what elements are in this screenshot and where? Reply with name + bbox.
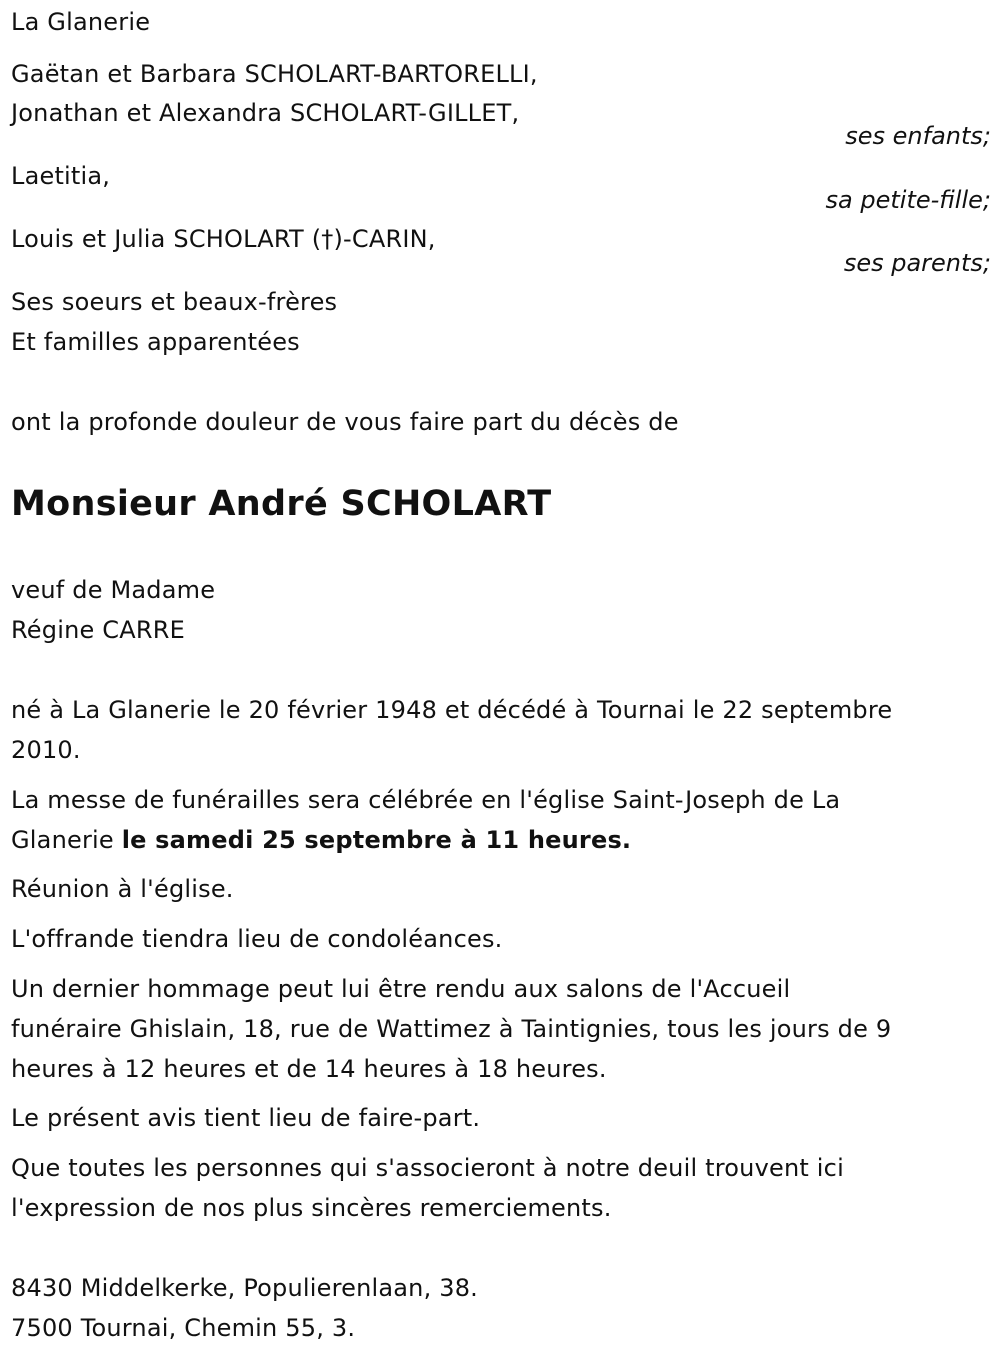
widow-of: Régine CARRE <box>11 616 185 644</box>
thanks-text: Que toutes les personnes qui s'associeront à notre deuil trouvent ici <box>11 1154 844 1182</box>
other-relatives: Et familles apparentées <box>11 328 300 356</box>
family-relation: sa petite-fille; <box>825 186 991 214</box>
place-heading: La Glanerie <box>11 8 151 36</box>
birth-death-text: 2010. <box>11 736 81 764</box>
birth-death-text: né à La Glanerie le 20 février 1948 et décédé à Tournai le 22 septembre <box>11 696 893 724</box>
offering-text: L'offrande tiendra lieu de condoléances. <box>11 925 503 953</box>
other-relatives: Ses soeurs et beaux-frères <box>11 288 338 316</box>
family-name: Laetitia, <box>11 162 111 190</box>
notice-text: Le présent avis tient lieu de faire-part. <box>11 1104 481 1132</box>
homage-text: funéraire Ghislain, 18, rue de Wattimez à Taintignies, tous les jours de 9 <box>11 1015 892 1043</box>
deceased-name: Monsieur André SCHOLART <box>11 484 552 524</box>
homage-text: Un dernier hommage peut lui être rendu aux salons de l'Accueil <box>11 975 791 1003</box>
family-name: Jonathan et Alexandra SCHOLART-GILLET, <box>11 99 520 127</box>
family-name: Louis et Julia SCHOLART (†)-CARIN, <box>11 225 436 253</box>
family-name: Gaëtan et Barbara SCHOLART-BARTORELLI, <box>11 60 538 88</box>
address: 8430 Middelkerke, Populierenlaan, 38. <box>11 1274 479 1302</box>
widow-of: veuf de Madame <box>11 576 216 604</box>
funeral-date: le samedi 25 septembre à 11 heures. <box>121 826 632 854</box>
address: 7500 Tournai, Chemin 55, 3. <box>11 1314 356 1342</box>
homage-text: heures à 12 heures et de 14 heures à 18 heures. <box>11 1055 607 1083</box>
funeral-place: Glanerie <box>11 826 122 854</box>
family-relation: ses parents; <box>843 249 991 277</box>
meeting-text: Réunion à l'église. <box>11 875 234 903</box>
thanks-text: l'expression de nos plus sincères remerciements. <box>11 1194 612 1222</box>
funeral-text <box>11 826 631 854</box>
family-relation: ses enfants; <box>845 122 991 150</box>
announcement-text: ont la profonde douleur de vous faire part du décès de <box>11 408 679 436</box>
funeral-text: La messe de funérailles sera célébrée en l'église Saint-Joseph de La <box>11 786 841 814</box>
